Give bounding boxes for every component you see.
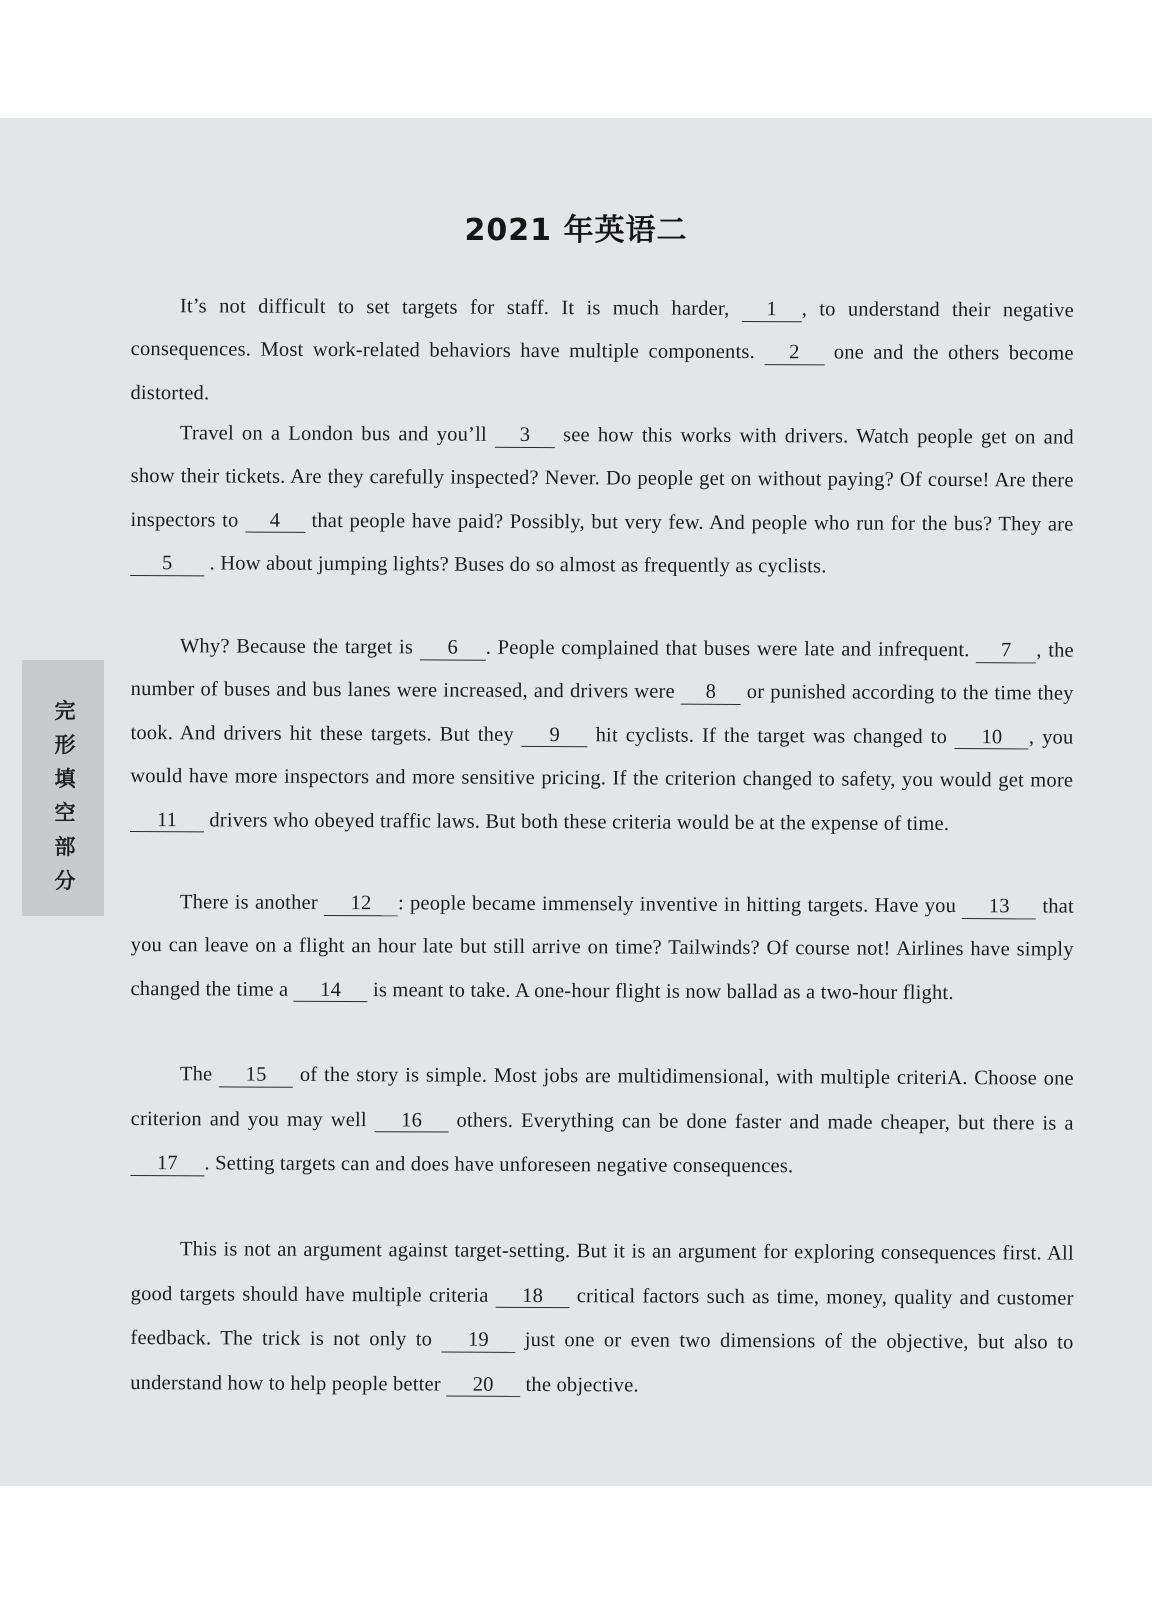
blank-14[interactable]: 14 <box>294 980 368 1003</box>
blank-7[interactable]: 7 <box>976 640 1036 663</box>
paragraph-6: This is not an argument against target-setting. But it is an argument for exploring consequences first. All good targets should have multiple criteria 18 critical factors such as time, money, quality and customer feedback. The trick is not only to 19 just one or even two dimensions of the objective, but also to understand how to help people better 20 the objective. <box>130 1238 1074 1397</box>
blank-2[interactable]: 2 <box>764 343 824 366</box>
blank-8[interactable]: 8 <box>681 682 741 705</box>
blank-9[interactable]: 9 <box>522 725 588 748</box>
blank-12[interactable]: 12 <box>324 893 398 916</box>
blank-3[interactable]: 3 <box>495 425 555 448</box>
blank-4[interactable]: 4 <box>245 510 305 533</box>
page-title: 2021 年英语二 <box>464 213 688 248</box>
paragraph-4: There is another 12 : people became immensely inventive in hitting targets. Have you 13 that you can leave on a flight an hour late but still arrive on time? Tailwinds? Of course not! Airlines have simply changed the time a 14 is meant to take. A one-hour flight is now ballad as a two-hour flight. <box>130 891 1074 1004</box>
blank-16[interactable]: 16 <box>375 1110 449 1133</box>
paragraph-5: The 15 of the story is simple. Most jobs are multidimensional, with multiple criteriA. Choose one criterion and you may well 16 others. Everything can be done faster and made cheaper, but there is a 17 . Setting targets can and does have unforeseen negative consequences. <box>130 1063 1074 1178</box>
blank-6[interactable]: 6 <box>420 637 486 660</box>
blank-19[interactable]: 19 <box>441 1330 515 1353</box>
blank-10[interactable]: 10 <box>955 727 1029 750</box>
blank-18[interactable]: 18 <box>496 1285 570 1308</box>
paragraph-3: Why? Because the target is 6 . People complained that buses were late and infrequent. 7 , the number of buses and bus lanes were increased, and drivers were 8 or punished according to the time they took. And drivers hit these targets. But they 9 hit cyclists. If the target was changed to 10 , you would have more inspectors and more sensitive pricing. If the criterion changed to safety, you would get more 11 drivers who obeyed traffic laws. But both these criteria would be at the expense of time. <box>130 635 1074 835</box>
side-tab-label: 完 形 填 空 部 分 <box>54 699 76 893</box>
blank-17[interactable]: 17 <box>130 1153 204 1176</box>
paragraph-1: It’s not difficult to set targets for staff. It is much harder, 1 , to understand their negative consequences. Most work-related behaviors have multiple components. 2 one and the others become distorted. <box>130 295 1074 405</box>
blank-11[interactable]: 11 <box>130 810 204 833</box>
blank-15[interactable]: 15 <box>219 1064 293 1087</box>
blank-5[interactable]: 5 <box>130 553 204 576</box>
blank-1[interactable]: 1 <box>742 299 802 322</box>
paragraph-2: Travel on a London bus and you’ll 3 see how this works with drivers. Watch people get on and show their tickets. Are they carefully inspected? Never. Do people get on without paying? Of course! Are there inspectors to 4 that people have paid? Possibly, but very few. And people who run for the bus? They are 5 . How about jumping lights? Buses do so almost as frequently as cyclists. <box>130 422 1074 578</box>
blank-20[interactable]: 20 <box>446 1374 520 1397</box>
blank-13[interactable]: 13 <box>962 896 1036 919</box>
